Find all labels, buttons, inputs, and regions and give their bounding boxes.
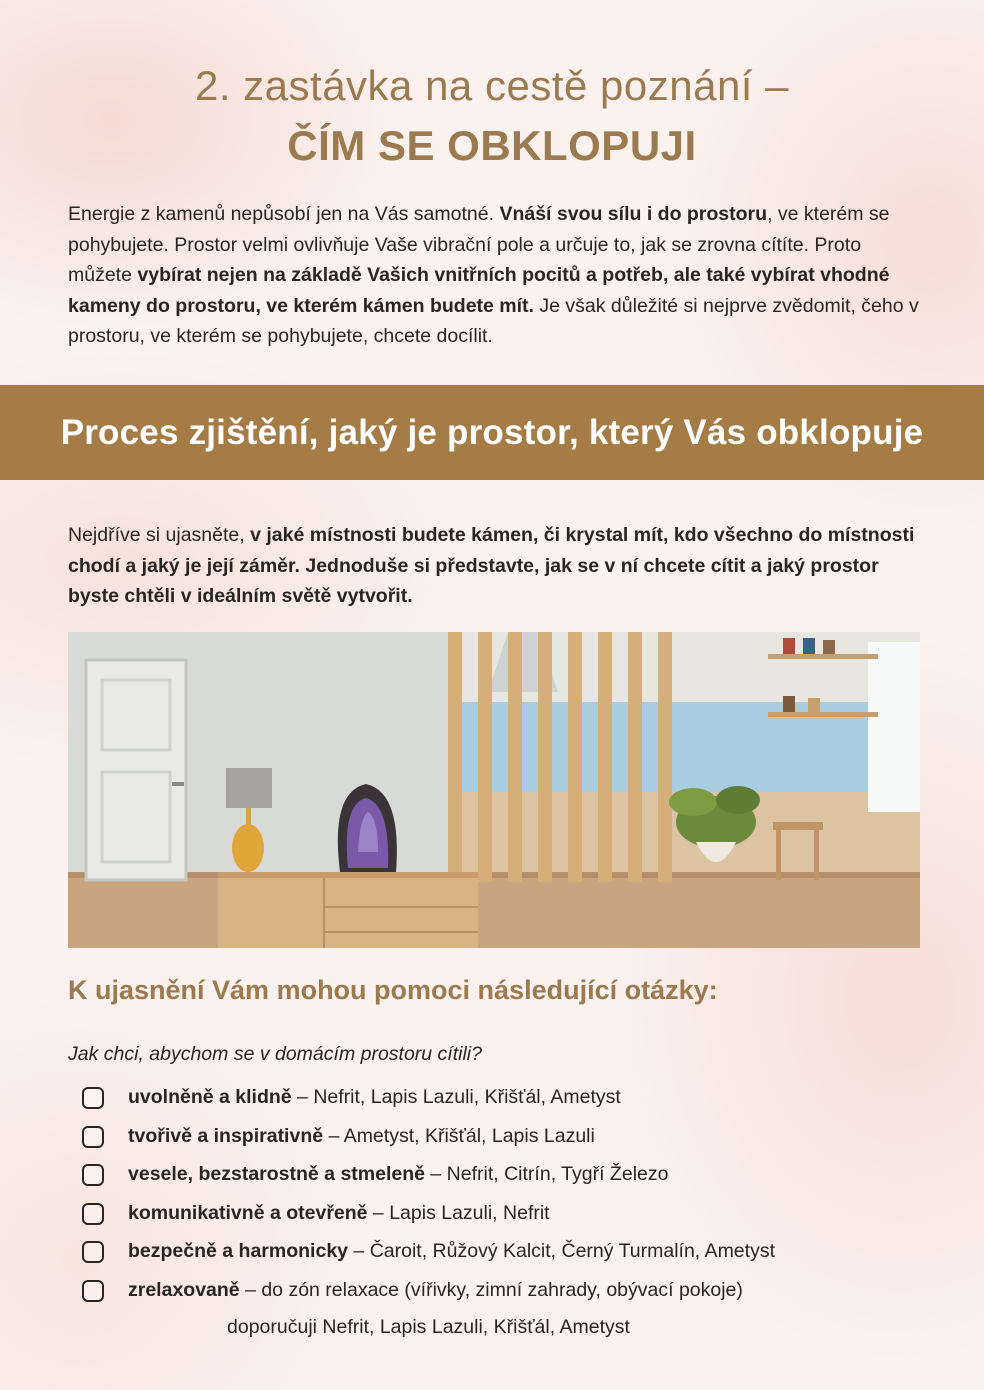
checkbox[interactable] xyxy=(82,1203,104,1225)
option-label xyxy=(128,1236,775,1266)
option-bold: bezpečně a harmonicky xyxy=(128,1240,349,1262)
checkbox[interactable] xyxy=(82,1280,104,1302)
option-rest: – Nefrit, Lapis Lazuli, Křišťál, Ametyst xyxy=(291,1086,621,1108)
option-bold: uvolněně a klidně xyxy=(128,1086,292,1108)
option-continuation-text: doporučuji Nefrit, Lapis Lazuli, Křišťál, Ametyst xyxy=(227,1315,630,1338)
option-rest: – Lapis Lazuli, Nefrit xyxy=(367,1201,550,1224)
intro-paragraph xyxy=(68,199,928,352)
intro-bold-2: vybírat nejen na základě Vašich vnitřních pocitů a potřeb, ale také vybírat vhodné kameny do prostoru, ve kterém kámen budete mít. xyxy=(68,264,890,317)
intro-text-1: Energie z kamenů nepůsobí jen na Vás samotné. xyxy=(68,203,500,225)
questions-prompt: Jak chci, abychom se v domácím prostoru cítili? xyxy=(68,1043,482,1065)
option-bold: zrelaxovaně xyxy=(128,1278,240,1301)
page-title-line2: ČÍM SE OBKLOPUJI xyxy=(287,122,697,169)
intro-text-2: , ve kterém se pohybujete. Prostor velmi ovlivňuje Vaše vibrační pole a určuje to, jak se zrovna cítíte. Proto můžete xyxy=(68,203,890,286)
room-illustration xyxy=(68,632,920,948)
process-bold-1: v jaké místnosti budete kámen, či krystal mít, kdo všechno do místnosti chodí a jaký je její záměr. Jednoduše si představte, jak se v ní chcete cítit a jaký prostor byste chtěli v ideálním světě vytvořit. xyxy=(68,524,915,607)
option-item[interactable] xyxy=(82,1275,942,1305)
option-bold: vesele, bezstarostně a stmeleně xyxy=(128,1163,425,1185)
process-text-1: Nejdříve si ujasněte, xyxy=(68,524,251,546)
section-band-title: Proces zjištění, jaký je prostor, který Vás obklopuje xyxy=(60,412,924,452)
process-paragraph xyxy=(68,520,928,612)
option-item[interactable] xyxy=(82,1236,942,1275)
option-label xyxy=(128,1159,668,1189)
option-continuation xyxy=(82,1305,942,1342)
option-rest: – Ametyst, Křišťál, Lapis Lazuli xyxy=(323,1124,595,1147)
page-title-line1: 2. zastávka na cestě poznání – xyxy=(194,62,790,109)
option-rest: – Čaroit, Růžový Kalcit, Černý Turmalín, Ametyst xyxy=(348,1240,775,1262)
section-band xyxy=(0,385,984,480)
option-label xyxy=(128,1121,595,1151)
option-rest: – Nefrit, Citrín, Tygří Železo xyxy=(425,1163,669,1185)
options-list xyxy=(82,1082,942,1342)
option-label xyxy=(128,1082,621,1112)
option-bold: tvořivě a inspirativně xyxy=(128,1124,324,1147)
checkbox[interactable] xyxy=(82,1241,104,1263)
option-item[interactable] xyxy=(82,1121,942,1160)
intro-text-3: Je však důležité si nejprve zvědomit, čeho v prostoru, ve kterém se pohybujete, chcete docílit. xyxy=(68,294,919,347)
option-label xyxy=(128,1198,550,1228)
intro-bold-1: Vnáší svou sílu i do prostoru xyxy=(499,203,768,225)
option-label xyxy=(128,1275,743,1305)
option-rest: – do zón relaxace (vířivky, zimní zahrady, obývací pokoje) xyxy=(239,1278,743,1301)
checkbox[interactable] xyxy=(82,1164,104,1186)
option-item[interactable] xyxy=(82,1159,942,1198)
checkbox[interactable] xyxy=(82,1087,104,1109)
option-bold: komunikativně a otevřeně xyxy=(128,1201,368,1224)
option-item[interactable] xyxy=(82,1198,942,1237)
checkbox[interactable] xyxy=(82,1126,104,1148)
room-photo xyxy=(68,632,920,948)
questions-heading: K ujasnění Vám mohou pomoci následující otázky: xyxy=(68,975,718,1005)
option-item[interactable] xyxy=(82,1082,942,1121)
